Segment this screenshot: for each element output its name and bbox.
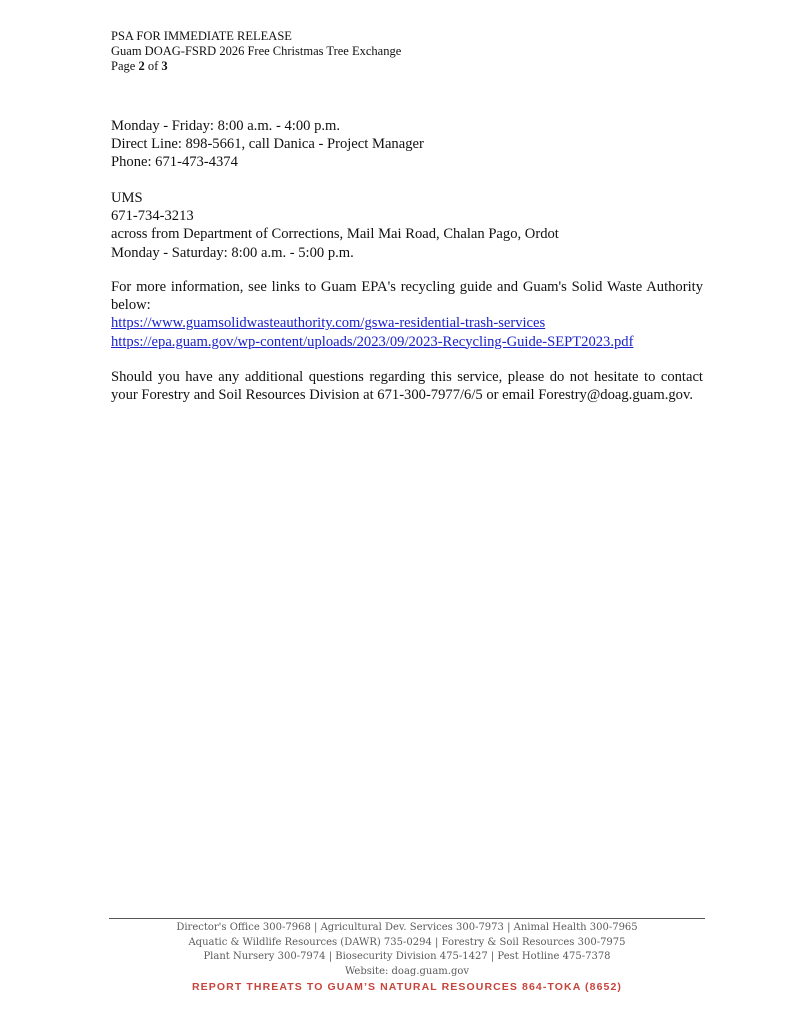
ums-location: across from Department of Corrections, Mail Mai Road, Chalan Pago, Ordot (111, 226, 559, 243)
page-total: 3 (161, 59, 168, 73)
footer-line-3: Plant Nursery 300-7974 | Biosecurity Division 475-1427 | Pest Hotline 475-7378 (203, 951, 611, 962)
report-threats-hotline: REPORT THREATS TO GUAM’S NATURAL RESOURCES 864-TOKA (8652) (192, 981, 622, 993)
ums-phone: 671-734-3213 (111, 208, 194, 225)
page-number (111, 59, 401, 74)
questions-text: Should you have any additional questions regarding this service, please do not hesitate to contact your Forestry and Soil Resources Division at 671-300-7977/6/5 or email Forestry@doag.guam.gov. (111, 369, 703, 404)
page-prefix: Page (111, 59, 139, 73)
release-label: PSA FOR IMMEDIATE RELEASE (111, 29, 292, 43)
footer-divider (109, 918, 705, 919)
footer-line-1: Director's Office 300-7968 | Agricultural Dev. Services 300-7973 | Animal Health 300-7965 (176, 922, 638, 933)
hours-contact-block (111, 117, 703, 172)
ums-block (111, 189, 703, 262)
phone-line: Phone: 671-473-4374 (111, 154, 238, 171)
more-info-block (111, 278, 703, 351)
page-of: of (144, 59, 162, 73)
more-info-text: For more information, see links to Guam EPA's recycling guide and Guam's Solid Waste Authority below: (111, 279, 703, 314)
page-header (111, 29, 401, 74)
direct-line: Direct Line: 898-5661, call Danica - Project Manager (111, 136, 424, 153)
ums-name: UMS (111, 190, 143, 206)
gswa-link[interactable]: https://www.guamsolidwasteauthority.com/gswa-residential-trash-services (111, 315, 546, 332)
epa-recycling-guide-link[interactable]: https://epa.guam.gov/wp-content/uploads/2023/09/2023-Recycling-Guide-SEPT2023.pdf (111, 333, 634, 350)
footer-website: Website: doag.guam.gov (344, 965, 470, 977)
weekday-hours: Monday - Friday: 8:00 a.m. - 4:00 p.m. (111, 118, 341, 134)
page-footer (109, 921, 705, 995)
ums-hours: Monday - Saturday: 8:00 a.m. - 5:00 p.m. (111, 244, 354, 261)
document-title: Guam DOAG-FSRD 2026 Free Christmas Tree Exchange (111, 44, 402, 58)
questions-block (111, 368, 703, 404)
page-current: 2 (138, 59, 145, 73)
footer-line-2: Aquatic & Wildlife Resources (DAWR) 735-0294 | Forestry & Soil Resources 300-7975 (188, 936, 626, 948)
